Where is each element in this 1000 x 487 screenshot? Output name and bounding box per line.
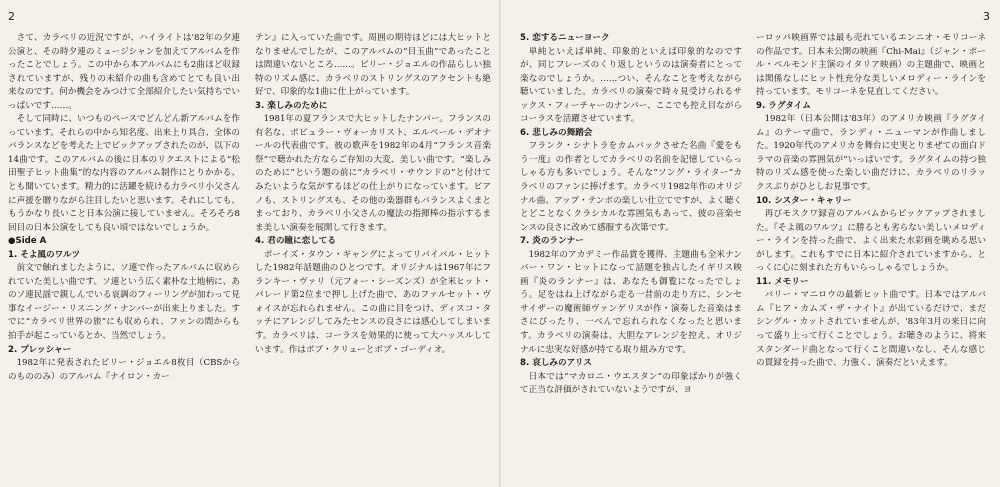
track-title: 3. 楽しみのために: [255, 100, 328, 111]
track-description: ーロッパ映画界では最も売れているエンニオ・モリコーネの作品です。日本未公開の映画『Chi-Mai』（ジャン・ポール・ベルモンド主演のイタリア映画）の主題曲で、映画とは関係なしにヒット性充分な美しいメロディー・ラインを持っています。モリコーネを見直してください。: [756, 33, 986, 98]
track-title: 4. 君の瞳に恋してる: [255, 236, 336, 247]
page-number-right: 3: [983, 10, 990, 23]
side-a-heading: ●Side A: [8, 236, 47, 247]
track-description: 再びモスクワ録音のアルバムからピックアップされました。『そよ風のワルツ』に勝るとも劣らない美しいメロディー・ラインを持った曲で、よく出来た水彩画を眺める思いがします。これもすでに日本に紹介されていますから、とっくに心に刻まれた方もいらっしゃるでしょうか。: [756, 209, 986, 274]
track-title: 1. そよ風のワルツ: [8, 249, 81, 260]
column-2: [255, 32, 491, 484]
page-gutter: [499, 0, 501, 487]
track-title: 5. 恋するニューヨーク: [520, 33, 610, 43]
track-description: テン』に入っていた曲です。周囲の期待ほどには大ヒットとなりませんでしたが、このアルバムの“目玉曲”であったことは間違いないところ……。ビリー・ジョエルの作品らしい独特のリズム感に、カラベリのストリングスのアクセントも絶好で、印象的な1曲に仕上がっています。: [255, 33, 491, 98]
track-description: 1982年のアカデミー作品賞を獲得、主題曲も全米ナンバー・ワン・ヒットになって話題を独占したイギリス映画『炎のランナー』は、あなたも御覧になったでしょう。足をはね上げながら走る一昔前の走り方に、シンセサイザーの魔術師ヴァンゲリスが作・演奏した音楽はまさにぴったり、一べんで忘れられなくなったと思います。カラベリの演奏は、大胆なアレンジを控え、オリジナルに忠実な好感が持てる取り組み方です。: [520, 249, 742, 355]
track-title: 9. ラグタイム: [756, 100, 811, 111]
column-1: [8, 32, 240, 484]
track-description: フランク・シナトラをカムバックさせた名曲『愛をもう一度』の作者としてカラベリの名前を記憶していらっしゃる方も多いでしょう。そんな“ソング・ライター”カラベリのファンに捧げます。カラベリ1982年作のオリジナル曲、アップ・テンポの楽しい仕立てですが、よく聴くとどことなくクラシカルな雰囲気もあって、彼の音楽センスの良さに改めて感服する次第です。: [520, 141, 742, 233]
page-number-left: 2: [8, 10, 15, 23]
track-title: 2. プレッシャー: [8, 344, 72, 355]
track-description: 1982年（日本公開は'83年）のアメリカ映画『ラグタイム』のテーマ曲で、ランディ・ニューマンが作曲しました。1920年代のアメリカを舞台に史実とりまぜての面白ドラマの音楽の雰囲気が“いっぱいです。ラグタイムの持つ独特のリズム感を使った楽しい曲だけに、カラベリのリラックスぶりがひとしお見事です。: [756, 114, 986, 193]
track-description: 1981年の夏フランスで大ヒットしたナンバー。フランスの有名な、ポピュラー・ヴォーカリスト、エルベール・デオナールの代表曲です。彼の歌声を1982年の4月“フランス音楽祭”で聴かれた方ならご存知の大変、美しい曲です。“楽しみのために”という題の前に“カラベリ・サウンドの”と付けてみたいような気がするほどの仕上がりになっています。ピアノも、ストリングスも、その他の楽器群もバランスよくまとまっており、カラベリ小父さんの魔法の指揮棒の指示するまま美しい演奏を展開して行きます。: [255, 114, 491, 233]
track-title: 10. シスター・キャリー: [756, 195, 852, 206]
track-title: 11. メモリー: [756, 276, 809, 287]
intro-paragraph: そして同時に、いつものペースでどんどん新アルバムを作っています。それらの中から知名度、出来上り具合、全体のバランスなどを考えた上でピックアップされたのが、以下の14曲です。このアルバムの後に日本のリクエストによる“松田聖子ヒット曲集”的な内容のアルバム制作にとりかかる、とも聞いています。精力的に活躍を続ける力ラベリ小父さんに声援を贈りながら注目したいと思います。それにしても、もうかなり長いこと日本公演に接していません。そろそろ8回目の日本公演をしても良い頃ではないでしょうか。: [8, 114, 240, 233]
track-description: バリー・マニロウの最新ヒット曲です。日本ではアルバム『ヒア・カムズ・ザ・ナイト』が出ているだけで、まだシングル・カットされていませんが、'83年3月の来日に向って盛り上って行くことでしょう。お聴きのように、将来スタンダード曲となって行くこと間違いなし、そんな感じの貫録を持った曲で、力強く、演奏だといえます。: [756, 290, 986, 369]
track-title: 8. 哀しみのアリス: [520, 358, 592, 369]
track-description: 1982年に発表されたビリー・ジョエル8枚目（CBSからのもののみ）のアルバム『ナイロン・カー: [8, 358, 240, 382]
track-title: 7. 炎のランナー: [520, 236, 584, 247]
track-description: 単純といえば単純、印象的といえば印象的なのですが、同じフレーズのくり返しというのは演奏者にとって楽なのでしょうか。……つい、そんなことを考えながら聴いていました。カラベリの演奏で時々見受けられるサックス・フィーチャーのナンバー、ここでも控え目ながらコーラスを活躍させています。: [520, 46, 742, 125]
track-description: 前文で触れましたように、ソ連で作ったアルバムに収められていた美しい曲です。ソ連という広く素朴な土地柄に、あのソ連民謡で親しんでいる哀調のフィーリングが加わって見事なイージー・リスニング・ナンバーが出来上りました。すでに“カラベリ世界の旅”にも収められ、ファンの間からも拍手が起こっているとか、当然でしょう。: [8, 263, 240, 342]
column-3: [520, 32, 742, 484]
column-4: [756, 32, 986, 484]
track-description: ボーイズ・タウン・ギャングによってリバイバル・ヒットした1982年話題曲のひとつです。オリジナルは1967年にフランキー・ヴァリ（元フォー・シーズンズ）が全米ヒット・パレード第2位まで押し上げた曲で、あのファルセット・ヴォイスが忘れられません。この曲に目をつけ、ディスコ・タッチにアレンジしてみたセンスの良さには感心してしまいます。カラベリは、コーラスを効果的に使って大ハッスルしています。作はボブ・クリューとボブ・ゴーディオ。: [255, 249, 491, 355]
intro-paragraph: さて、カラベリの近況ですが、ハイライトは'82年の夕連公演と、その時夕連のミュージシャンを加えてアルバムを作ったことでしょう。この中から本アルバムにも2曲ほど収録されていますが、残りの未紹介の曲も含めてとても良い出来なのです。何か機会をみつけて全部紹介したい気持ちでいっぱいです……。: [8, 33, 240, 111]
track-title: 6. 悲しみの舞踏会: [520, 127, 593, 138]
track-description: 日本では“マカロニ・ウエスタン”の印象ばかりが強くて正当な評価がされていないようですが、ヨ: [520, 371, 742, 396]
